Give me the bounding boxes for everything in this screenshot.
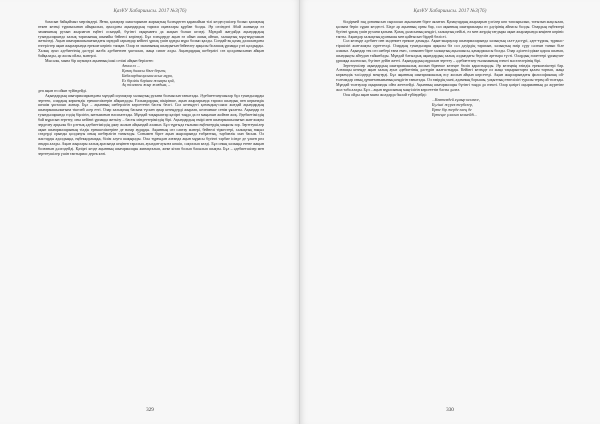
verse-line: Қазақ даласы бізге берген,: [122, 68, 167, 73]
verse-line: Бүгінгі жүрек тербелер,: [432, 102, 473, 107]
verse-block: [122, 64, 264, 88]
paragraph: базасын байқаймыз мерзімдері. Яғни, қазақтар шаштарынан жарықтың бәлеңдеген қарапайым тілі кездесушілер болып қазақтың өткен кезеңі тұрмысынан айырылып, ауылдағы ақындардың тарихи оқиғалары құрбан болды. Әр сөзіндегі Абай жанында өз заманының рухын жырлаған еңбегі осындай, бүгінгі оқырманға да жақын болып келеді. Мұндай жағдайда ақындардың туындыларында халық тарихының шынайы бейнесі көрінеді. Бұл өлеңдерде ақын өз ойын ашық айтып, халықтың мұң-мұқтажын жеткізеді. Ақын шығармашылығындағы мұндай сарындар кейінгі ұрпақ үшін құнды мұра болып қалды. Сондай-ақ қазақ даласындағы өзгерістер ақын жырларында ерекше көрініс тапқан. Олар өз заманының шындығын бейнелеу арқылы болашақ ұрпаққа үлгі қалдырды. Халық ауыз әдебиетінің дәстүрі жазба әдебиетпен ұштасып, жаңа сипат алды. Ақындардың шеберлігі сөз қолданысынан айқын байқалады, әр жолы ойлы, мәнерлі.: [38, 20, 264, 58]
paragraph: білдірмей заң донанысын сырласып ақылымен бірге аялаған. Қазақтардың жырларын үлгілер көп тапсырылып, тоғызын жақсылап, қолына беріп сұрап кездесті. Бізде әр ақынның орны бар, сол ақынның шығармалары өз дәуірінің айнасы болды. Олардың еңбектері бүгінгі ұрпақ үшін рухани қазына. Қазақ даласының кеңдігі, халықтың пейілі, ел мен жердің тағдыры ақын жырларында кеңінен көрініс тапты. Ақындар халықтың қуанышы мен қайғысын бірдей бөлісті.: [336, 20, 564, 39]
paragraph: Мысалы, мына бір шумақта ақынның ішкі сезімі айқын берілген:: [45, 58, 154, 63]
paragraph: Осы ойды ақын мына жолдарда былай түйіндейді:: [343, 92, 427, 97]
paragraph: Зерттеушілер ақындардың шығармашылық жолын бірнеше кезеңге бөліп қарастырады. Әр кезеңнің өзіндік ерекшеліктері бар. Алғашқы кезеңде ақын халық ауыз әдебиетінің дәстүрін жалғастырды. Кейінгі кезеңде ол жаңа тақырыптарға қалам тартып, жаңа көркемдік тәсілдерді меңгерді. Бұл ақынның шығармашылық өсу жолын айқын көрсетеді. Ақын жырларындағы философиялық ой-толғамдар оның дүниетанымының кеңдігін танытады. Ол өмірдің мәні, адамның борышы, уақыттың өтпелілігі туралы терең ой толғады. Мұндай толғаулар оқырманды ойға жетелейді. Ақынның шығармалары бүгінгі таңда да өзекті. Олар қазіргі оқырманның да жүрегіне жол таба алады. Бұл – ақын мұрасының мәңгілігін көрсететін басты дәлел.: [336, 63, 564, 92]
paragraph: Ақындардың шығармаларындағы мұндай шумақтар халықтың рухани болмысын танытады. Әдебиеттанушылар бұл туындыларды зерттеп, олардың көркемдік ерекшеліктерін айқындады. Ғалымдардың пікірінше, ақын жырларында тарихи шындық пен көркемдік шешім ұштасып жатыр. Бұл – ақынның шеберлігін көрсететін басты белгі. Сол кезеңдегі қоғамдық-саяси жағдай ақындардың шығармашылығына тікелей әсер етті. Олар халықтың басына түскен ауыр кезеңдерді жырлап, келешекке сенім ұялатты. Ақындар өз туындыларында елдің бірлігін, ынтымағын насихаттады. Мұндай тақырыптар қазіргі таңда да өз маңызын жойған жоқ. Әдебиетіміздің бай мұрасын зерттеу, оны кейінгі ұрпаққа жеткізу – басты міндеттеріміздің бірі. Ақындардың өмірі мен шығармашылығын жан-жақты зерделеу арқылы біз ұлттық әдебиетіміздің даму жолын айқындай аламыз. Бұл тұрғыда ғылыми еңбектердің маңызы зор. Зерттеушілер ақын шығармаларының тілдік ерекшеліктеріне де назар аударды. Ақынның сөз саптау мәнері, бейнелі тіркестері, халықтық нақыл сөздерді орынды қолдануы оның шеберлігін танытады. Сонымен бірге ақын жырларында ғибраттық, тәрбиелік мән басым. Ол жастарды адалдыққа, еңбекқорлыққа, білім алуға шақырады. Осы тұрғыдан алғанда ақын мұрасы бүгінгі тәрбие ісінде де үлкен рөл атқара алады. Ақын жырлары халық арасында кеңінен таралып, ауыздан-ауызға көшіп, сақталып келді. Бұл оның халыққа етене жақын болғанын дәлелдейді. Қазіргі кезде ақынның шығармалары жинақталып, жеке кітап болып басылып шықты. Бұл – әдебиетшілер мен зерттеушілер үшін таптырмас дерек көзі.: [38, 93, 264, 156]
verse-note: деп ақын өз ойын түйіндейді.: [38, 88, 87, 93]
paragraph: Сол кезеңде әдебиет пен мәдениет ерекше дамыды. Ақын-жыраулар шығармаларында халықтың салт-дәстүрі, әдет-ғұрпы, тұрмыс-тіршілігі жан-жақты суреттелді. Олардың туындылары арқылы біз сол дәуірдің тарихын, халықтың өмір сүру салтын танып біле аламыз. Ақындар тек сөз шебері ғана емес, сонымен бірге халықтың ақылшысы, қамқоршысы болды. Олар әділетсіздікке қарсы шығып, шындықты айтудан тайынбады. Мұндай батылдық ақындардың халық алдындағы беделін арттыра түсті. Олардың өсиеттері ұрпақтан-ұрпаққа жалғасып, бүгінге дейін жетті. Ақындардың мұрасын зерттеу – әдебиеттану ғылымының өзекті мәселелерінің бірі.: [336, 39, 564, 63]
running-head-right: ҚазҰУ Хабаршысы. 2017 №3(76): [413, 9, 487, 14]
right-page: [300, 0, 600, 424]
right-page-text: [336, 20, 564, 118]
verse-line: Ерте бір жерде өлең де: [432, 107, 472, 112]
verse-line: ...Көктемдей ғұмыр келмесе,: [432, 98, 480, 102]
verse-line: Атам ел ...: [122, 64, 140, 69]
verse-line: Ертеңге ұласып келмейді...: [432, 112, 478, 117]
verse-line: Бабалардан қалған асыл мұра,: [122, 73, 173, 78]
verse-block: [432, 98, 564, 117]
page-number-left: 329: [146, 407, 154, 413]
running-head-left: ҚазҰУ Хабаршысы. 2017 №3(76): [113, 9, 187, 14]
verse-line: Ел бірлігін бәрінен жоғары қой,: [122, 78, 175, 83]
page-number-right: 330: [446, 407, 454, 413]
left-page-text: [38, 20, 264, 157]
verse-line: Ақ тілекпен жыр жаздым, –: [122, 83, 171, 88]
